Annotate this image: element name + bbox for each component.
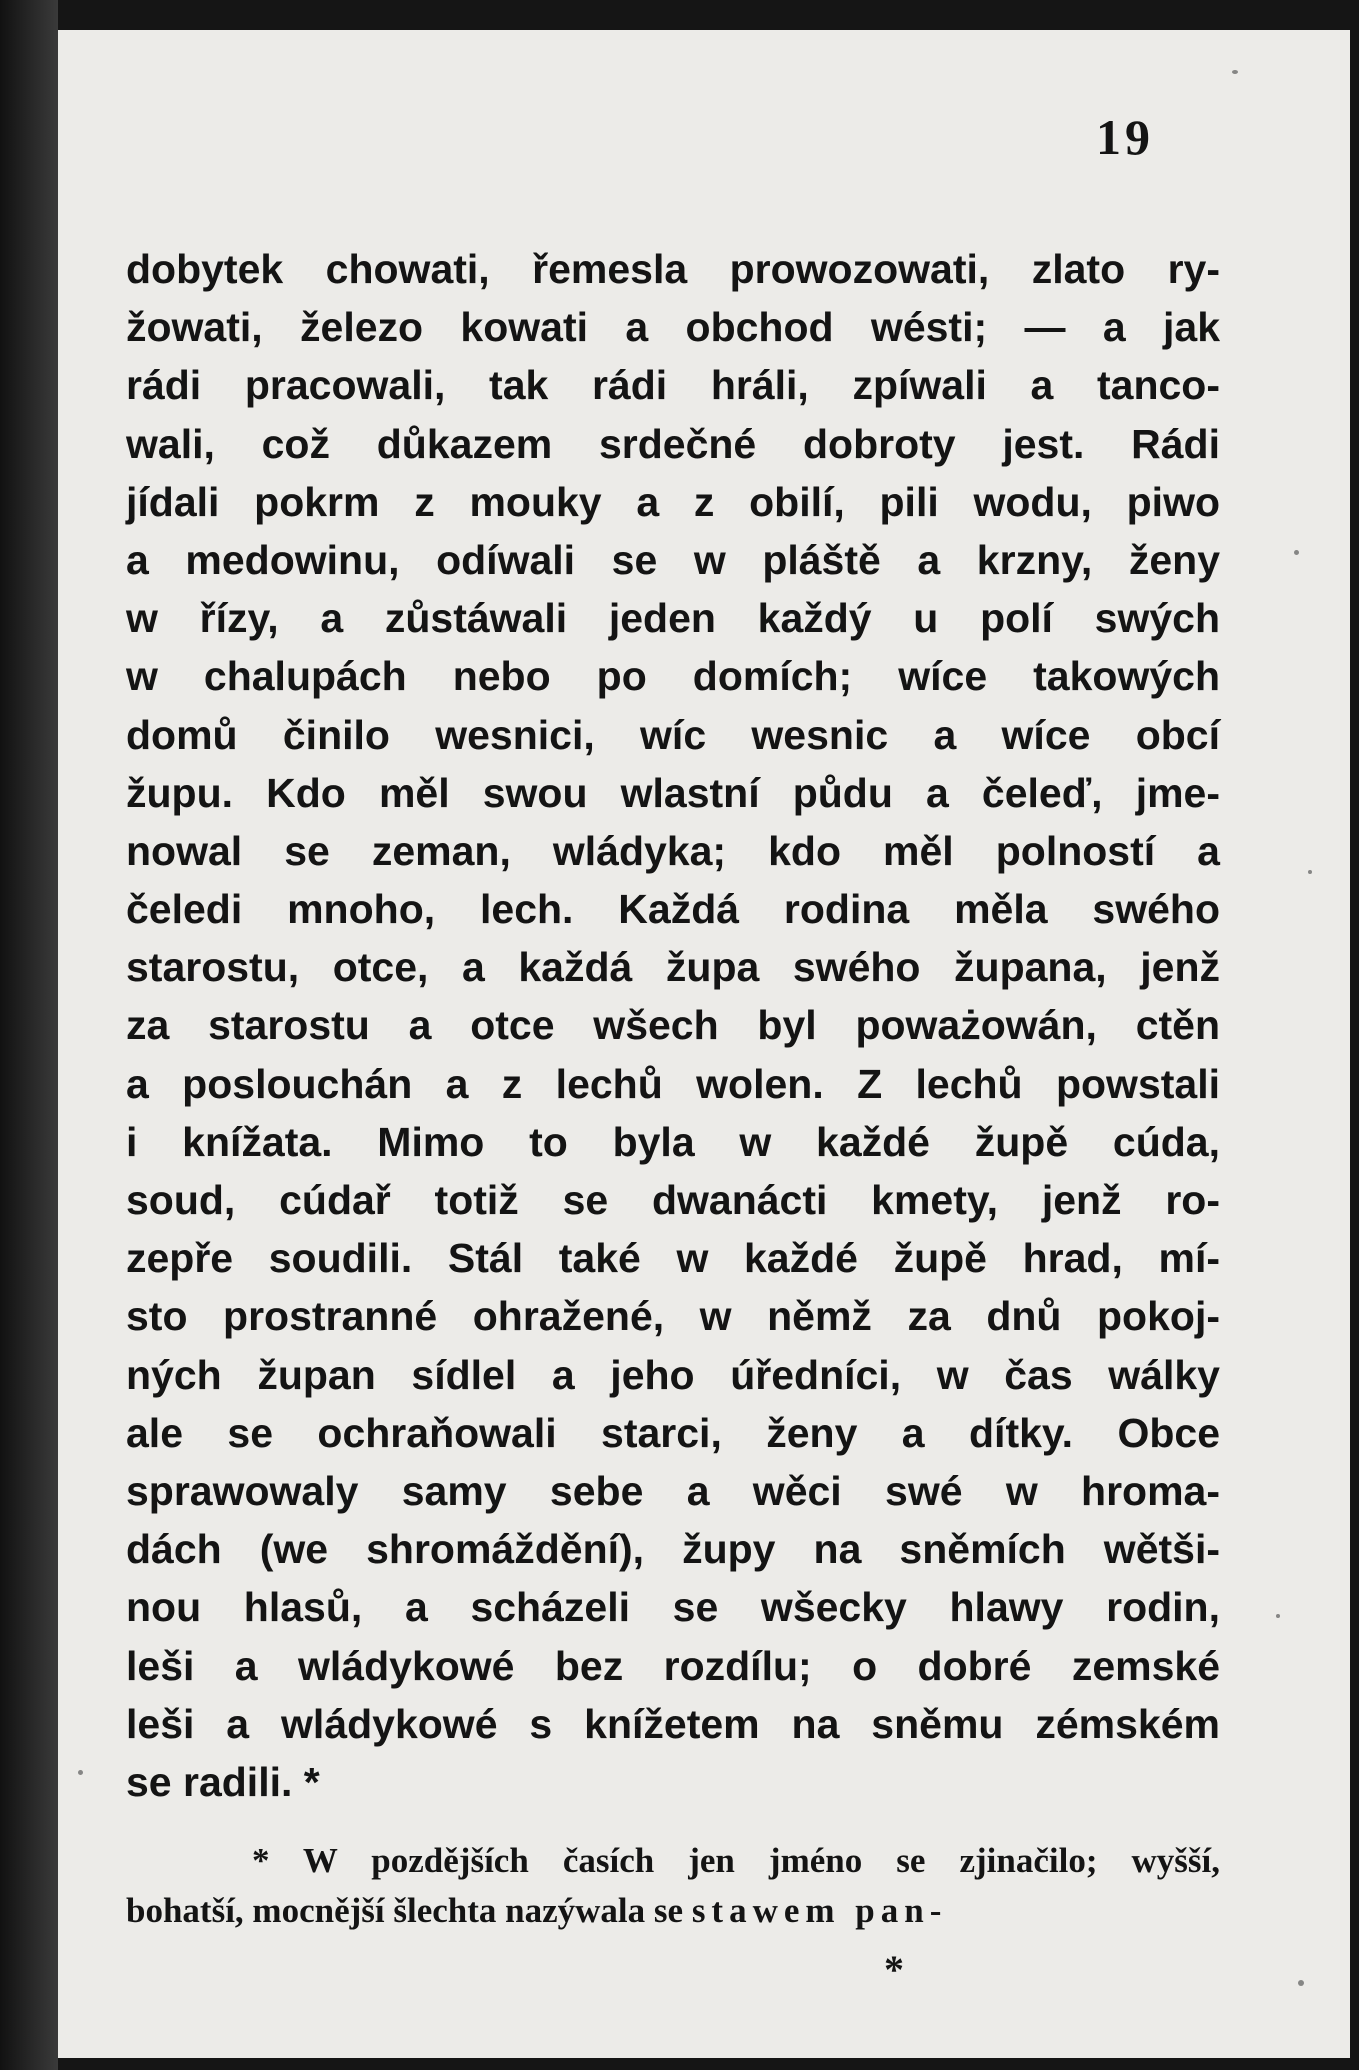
scan-speck [1232,70,1238,74]
text-line: sto prostranné ohražené, w němž za dnů pokoj- [126,1293,1220,1340]
text-line: dách (we shromáždění), župy na sněmích wětši- [126,1526,1220,1573]
text-line: dobytek chowati, řemesla prowozowati, zlato ry- [126,246,1220,292]
text-line: župu. Kdo měl swou wlastní půdu a čeleď, jme- [126,769,1220,816]
text-line: wali, což důkazem srdečné dobroty jest. Rádi [126,420,1220,467]
text-line: domů činilo wesnici, wíc wesnic a wíce obcí [126,711,1220,758]
text-line: žowati, železo kowati a obchod wésti; — a jak [126,304,1220,351]
text-line: jídali pokrm z mouky a z obilí, pili wodu, piwo [126,478,1220,525]
text-line: sprawowaly samy sebe a wěci swé w hroma- [126,1467,1220,1514]
text-line: i knížata. Mimo to byla w každé župě cúda, [126,1118,1220,1165]
footnote-line: * W pozdějších časích jen jméno se zjinačilo; wyšší, [252,1841,1220,1880]
text-line: w řízy, a zůstáwali jeden každý u polí swých [126,595,1220,642]
body-text [126,240,1220,1811]
text-line: ných župan sídlel a jeho úředníci, w čas wálky [126,1351,1220,1398]
scan-speck [78,1770,83,1775]
text-line: rádi pracowali, tak rádi hráli, zpíwali a tanco- [126,362,1220,409]
text-line: leši a wládykowé s knížetem na sněmu zémském [126,1700,1220,1747]
text-line: nou hlasů, a scházeli se wšecky hlawy rodin, [126,1584,1220,1631]
scan-speck [1276,1614,1280,1618]
text-line: starostu, otce, a každá župa swého župana, jenž [126,944,1220,991]
text-line: za starostu a otce wšech byl poważowán, ctěn [126,1002,1220,1049]
text-line: w chalupách nebo po domích; wíce takowých [126,653,1220,700]
text-line: nowal se zeman, wládyka; kdo měl polností a [126,827,1220,874]
text-line: a medowinu, odíwali se w pláště a krzny, ženy [126,536,1220,583]
scan-speck [1294,550,1299,555]
book-page [58,30,1350,2058]
footnote [126,1836,1220,1936]
text-line: ale se ochraňowali starci, ženy a dítky. Obce [126,1409,1220,1456]
text-line: se radili. * [126,1758,320,1805]
text-line: leši a wládykowé bez rozdílu; o dobré zemské [126,1642,1220,1689]
book-gutter [0,0,58,2070]
footnote-spaced-text: stawem pan- [691,1891,948,1930]
footnote-text: bohatší, mocnější šlechta nazýwala se [126,1891,692,1930]
scan-speck [1298,1980,1304,1986]
text-line: soud, cúdař totiž se dwanácti kmety, jenž ro- [126,1177,1220,1223]
page-number: 19 [1096,109,1154,165]
scan-speck [1308,870,1312,874]
continuation-marker: * [884,1947,904,1992]
footnote-line [126,1886,1220,1936]
text-line: zepře soudili. Stál také w každé župě hrad, mí- [126,1235,1220,1282]
text-line: a poslouchán a z lechů wolen. Z lechů powstali [126,1060,1220,1107]
text-line: čeledi mnoho, lech. Každá rodina měla swého [126,886,1220,933]
